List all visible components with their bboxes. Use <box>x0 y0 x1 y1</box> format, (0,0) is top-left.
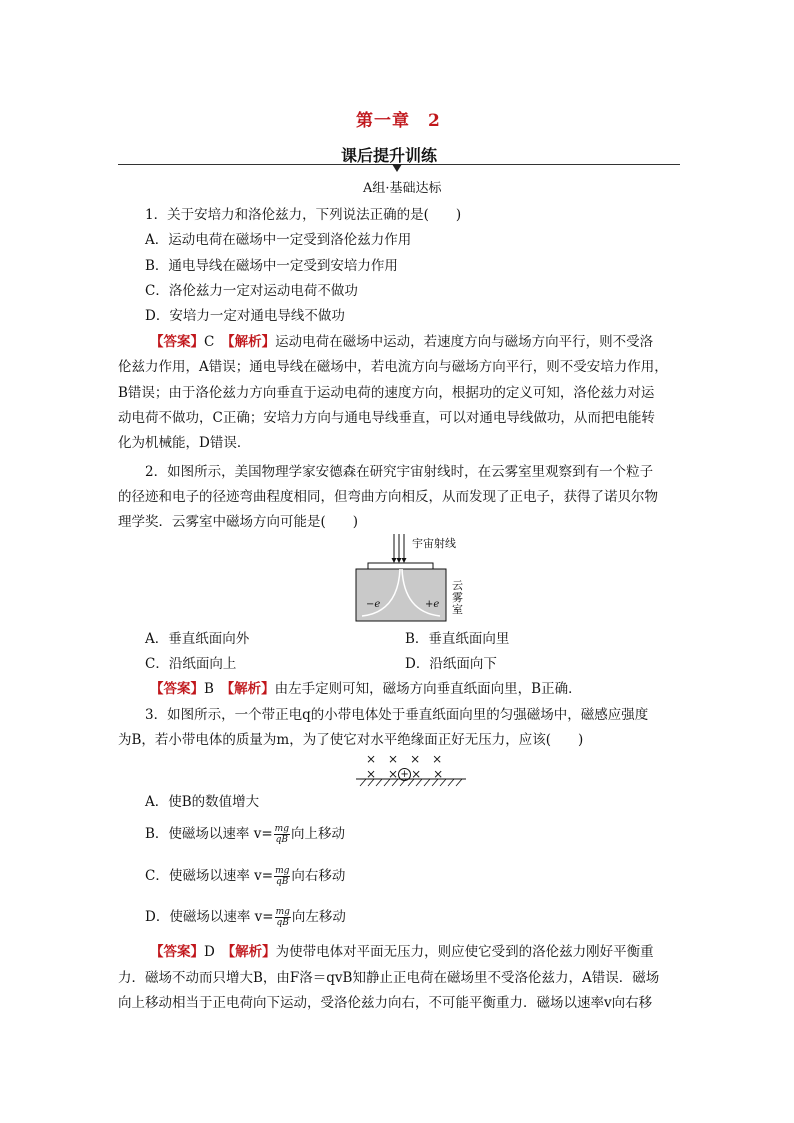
analysis-text: 运动电荷在磁场中运动，若速度方向与磁场方向平行，则不受洛 <box>275 334 654 350</box>
group-label: A组·基础达标 <box>363 181 442 196</box>
q3-stem-line-1: 3．如图所示，一个带正电q的小带电体处于垂直纸面向里的匀强磁场中，磁感应强度 <box>145 707 649 723</box>
q1-analysis-line-2: 伦兹力作用，A错误；通电导线在磁场中，若电流方向与磁场方向平行，则不受安培力作用， <box>118 359 668 375</box>
field-crosses-left: × × <box>366 767 399 781</box>
answer-value: B <box>204 681 214 697</box>
answer-value: C <box>204 334 215 350</box>
fraction-numerator: mg <box>275 907 290 917</box>
answer-tag: 【答案】 <box>150 681 204 697</box>
q3-analysis-line-2: 力．磁场不动而只增大B，由F洛＝qvB知静止正电荷在磁场里不受洛伦兹力，A错误．磁场 <box>118 970 660 986</box>
q2-option-d: D．沿纸面向下 <box>405 656 497 672</box>
ray-label: 宇宙射线 <box>412 537 456 550</box>
q3-answer-line <box>150 943 654 961</box>
answer-tag: 【答案】 <box>150 944 204 960</box>
chapter-title: 第一章 2 <box>356 111 441 131</box>
q3-option-b <box>145 824 345 845</box>
option-suffix: 向上移动 <box>290 826 345 842</box>
q1-option-d: D．安培力一定对通电导线不做功 <box>145 308 345 324</box>
positive-charge-icon: + <box>398 768 411 781</box>
q2-option-c: C．沿纸面向上 <box>145 656 237 672</box>
q3-option-c <box>145 866 345 887</box>
pos-charge-label: +e <box>425 599 440 610</box>
q3-stem-line-2: 为B，若小带电体的质量为m，为了使它对水平绝缘面正好无压力，应该( ) <box>118 732 584 748</box>
analysis-tag: 【解析】 <box>227 681 275 697</box>
chamber-lid <box>368 563 433 569</box>
option-suffix: 向左移动 <box>291 909 346 925</box>
fraction-denominator: qB <box>276 877 289 887</box>
answer-value: D <box>204 944 215 960</box>
option-suffix: 向右移动 <box>291 868 346 884</box>
option-label: B． <box>145 826 169 842</box>
mg-over-qb-fraction <box>275 907 291 928</box>
q3-option-d <box>145 907 346 928</box>
option-label: C． <box>145 868 169 884</box>
mg-over-qb-fraction <box>274 866 290 887</box>
option-prefix: 使磁场以速率 v= <box>168 868 274 884</box>
cosmic-ray-arrows <box>392 534 407 563</box>
section-subtitle: 课后提升训练 <box>341 146 438 165</box>
field-crosses-right: × × <box>411 767 444 781</box>
insulating-surface <box>356 778 466 788</box>
option-label: D． <box>145 909 170 925</box>
q3-analysis-line-3: 向上移动相当于正电荷向下运动，受洛伦兹力向右，不可能平衡重力．磁场以速率v向右移 <box>118 995 653 1011</box>
fraction-numerator: mg <box>274 824 289 834</box>
q1-answer-line <box>150 333 653 351</box>
q1-analysis-line-4: 动电荷不做功，C正确；安培力方向与通电导线垂直，可以对通电导线做功，从而把电能转 <box>118 410 655 426</box>
q2-option-a: A．垂直纸面向外 <box>145 631 250 647</box>
q1-analysis-line-3: B错误；由于洛伦兹力方向垂直于运动电荷的速度方向，根据功的定义可知，洛伦兹力对运 <box>118 385 655 401</box>
analysis-tag: 【解析】 <box>227 334 276 350</box>
q2-stem-line-1: 2．如图所示，美国物理学家安德森在研究宇宙射线时，在云雾室里观察到有一个粒子 <box>145 464 654 480</box>
fraction-numerator: mg <box>275 866 290 876</box>
header-arrow-icon <box>392 164 402 172</box>
analysis-tag: 【解析】 <box>228 944 276 960</box>
chamber-body <box>356 569 446 621</box>
neg-charge-label: −e <box>366 599 381 610</box>
fraction-denominator: qB <box>275 835 288 845</box>
mg-over-qb-fraction <box>274 824 290 845</box>
analysis-text: 由左手定则可知，磁场方向垂直纸面向里，B正确． <box>274 681 582 697</box>
q1-analysis-line-5: 化为机械能，D错误． <box>118 435 251 451</box>
answer-tag: 【答案】 <box>150 334 204 350</box>
q1-stem: 1．关于安培力和洛伦兹力，下列说法正确的是( ) <box>145 207 462 223</box>
q1-option-c: C．洛伦兹力一定对运动电荷不做功 <box>145 283 358 299</box>
field-crosses-row-1: × × × × <box>366 752 443 766</box>
q2-stem-line-2: 的径迹和电子的径迹弯曲程度相同，但弯曲方向相反，从而发现了正电子，获得了诺贝尔物 <box>118 489 658 505</box>
analysis-text: 为使带电体对平面无压力，则应使它受到的洛伦兹力刚好平衡重 <box>275 944 654 960</box>
q3-option-a: A．使B的数值增大 <box>145 794 260 810</box>
q2-answer-line <box>150 680 582 698</box>
q1-option-a: A．运动电荷在磁场中一定受到洛伦兹力作用 <box>145 232 412 248</box>
option-prefix: 使磁场以速率 v= <box>168 826 273 842</box>
option-prefix: 使磁场以速率 v= <box>169 909 274 925</box>
chamber-label: 云雾室 <box>452 579 463 616</box>
q2-stem-line-3: 理学奖．云雾室中磁场方向可能是( ) <box>118 514 359 530</box>
q1-option-b: B．通电导线在磁场中一定受到安培力作用 <box>145 258 398 274</box>
q2-option-b: B．垂直纸面向里 <box>405 631 510 647</box>
fraction-denominator: qB <box>276 918 289 928</box>
